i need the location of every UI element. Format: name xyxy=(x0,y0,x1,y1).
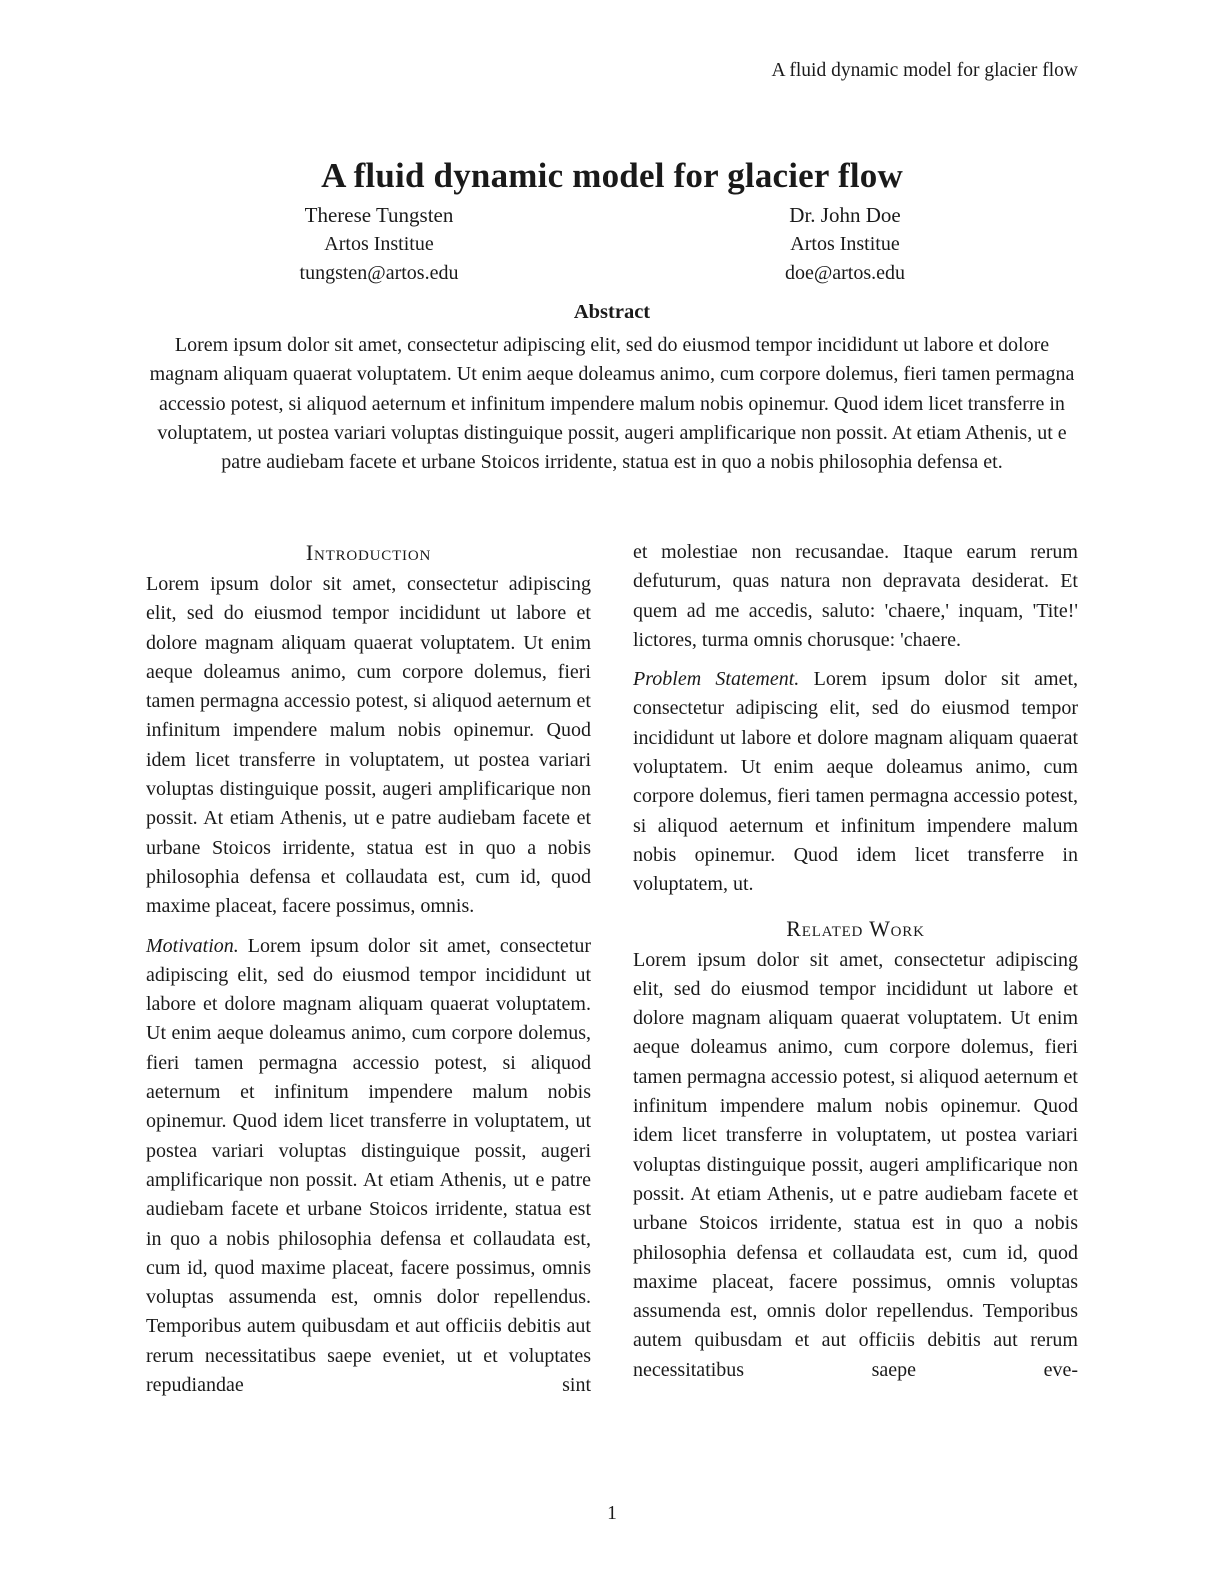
introduction-heading: Introduction xyxy=(305,540,432,565)
motivation-lead-in: Motivation. xyxy=(146,934,239,957)
author-1 xyxy=(146,201,612,288)
left-column xyxy=(146,538,591,1400)
author-1-email: tungsten@artos.edu xyxy=(299,262,459,284)
motivation-continuation: et molestiae non recusandae. Itaque earum rerum defuturum, quas natura non depravata desiderat. Et quem ad me accedis, saluto: 'chaere,' inquam, 'Tite!' lictores, turma omnis chorusque: 'chaere. xyxy=(633,541,1078,651)
abstract-text: Lorem ipsum dolor sit amet, consectetur adipiscing elit, sed do eiusmod tempor incididunt ut labore et dolore magnam aliquam quaerat voluptatem. Ut enim aeque doleamus animo, cum corpore dolemus, fieri tamen permagna accessio potest, si aliquod aeternum et infinitum impendere malum nobis opinemur. Quod idem licet transferre in voluptatem, ut postea variari voluptas distinguique possit, augeri amplificarique non possit. At etiam Athenis, ut e patre audiebam facete et urbane Stoicos irridente, statua est in quo a nobis philosophia defensa et. xyxy=(149,334,1075,474)
running-header: A fluid dynamic model for glacier flow xyxy=(771,60,1078,81)
right-column xyxy=(633,538,1078,1400)
author-2 xyxy=(612,201,1078,288)
paper-title: A fluid dynamic model for glacier flow xyxy=(321,156,903,196)
problem-statement-text: Lorem ipsum dolor sit amet, consectetur adipiscing elit, sed do eiusmod tempor incididunt ut labore et dolore magnam aliquam quaerat voluptatem. Ut enim aeque doleamus animo, cum corpore dolemus, fieri tamen permagna accessio potest, si aliquod aeternum et infinitum impendere malum nobis opinemur. Quod idem licet transferre in voluptatem, ut. xyxy=(633,668,1079,896)
page-number: 1 xyxy=(607,1503,617,1524)
author-1-affiliation: Artos Institue xyxy=(324,233,434,255)
related-work-paragraph: Lorem ipsum dolor sit amet, consectetur adipiscing elit, sed do eiusmod tempor incididunt ut labore et dolore magnam aliquam quaerat voluptatem. Ut enim aeque doleamus animo, cum corpore dolemus, fieri tamen permagna accessio potest, si aliquod aeternum et infinitum impendere malum nobis opinemur. Quod idem licet transferre in voluptatem, ut postea variari voluptas distinguique possit, augeri amplificarique non possit. At etiam Athenis, ut e patre audiebam facete et urbane Stoicos irridente, statua est in quo a nobis philosophia defensa et collaudata est, cum id, quod maxime placeat, facere possimus, omnis voluptas assumenda est, omnis dolor repellendus. Temporibus autem quibusdam et aut officiis debitis aut rerum necessitatibus saepe eve- xyxy=(633,948,1078,1381)
two-column-body xyxy=(146,538,1078,1400)
author-2-email: doe@artos.edu xyxy=(784,262,906,284)
abstract-heading: Abstract xyxy=(573,301,651,323)
motivation-text-left: Lorem ipsum dolor sit amet, consectetur adipiscing elit, sed do eiusmod tempor incididunt ut labore et dolore magnam aliquam quaerat voluptatem. Ut enim aeque doleamus animo, cum corpore dolemus, fieri tamen permagna accessio potest, si aliquod aeternum et infinitum impendere malum nobis opinemur. Quod idem licet transferre in voluptatem, ut postea variari voluptas distinguique possit, augeri amplificarique non possit. At etiam Athenis, ut e patre audiebam facete et urbane Stoicos irridente, statua est in quo a nobis philosophia defensa et collaudata est, cum id, quod maxime placeat, facere possimus, omnis voluptas assumenda est, omnis dolor repellendus. Temporibus autem quibusdam et aut officiis debitis aut rerum necessitatibus saepe eveniet, ut et voluptates repudiandae sint xyxy=(146,934,591,1397)
problem-statement-lead-in: Problem Statement. xyxy=(633,668,800,691)
related-work-heading: Related Work xyxy=(786,915,925,941)
abstract-section xyxy=(146,299,1078,477)
author-2-name: Dr. John Doe xyxy=(789,203,901,227)
problem-statement-paragraph xyxy=(633,665,1078,899)
motivation-paragraph xyxy=(146,932,591,1401)
introduction-paragraph: Lorem ipsum dolor sit amet, consectetur adipiscing elit, sed do eiusmod tempor incididunt ut labore et dolore magnam aliquam quaerat voluptatem. Ut enim aeque doleamus animo, cum corpore dolemus, fieri tamen permagna accessio potest, si aliquod aeternum et infinitum impendere malum nobis opinemur. Quod idem licet transferre in voluptatem, ut postea variari voluptas distinguique possit, augeri amplificarique non possit. At etiam Athenis, ut e patre audiebam facete et urbane Stoicos irridente, statua est in quo a nobis philosophia defensa et collaudata est, cum id, quod maxime placeat, facere possimus, omnis. xyxy=(146,573,591,918)
author-block xyxy=(146,201,1078,288)
author-1-name: Therese Tungsten xyxy=(304,203,454,227)
author-2-affiliation: Artos Institue xyxy=(790,233,900,255)
